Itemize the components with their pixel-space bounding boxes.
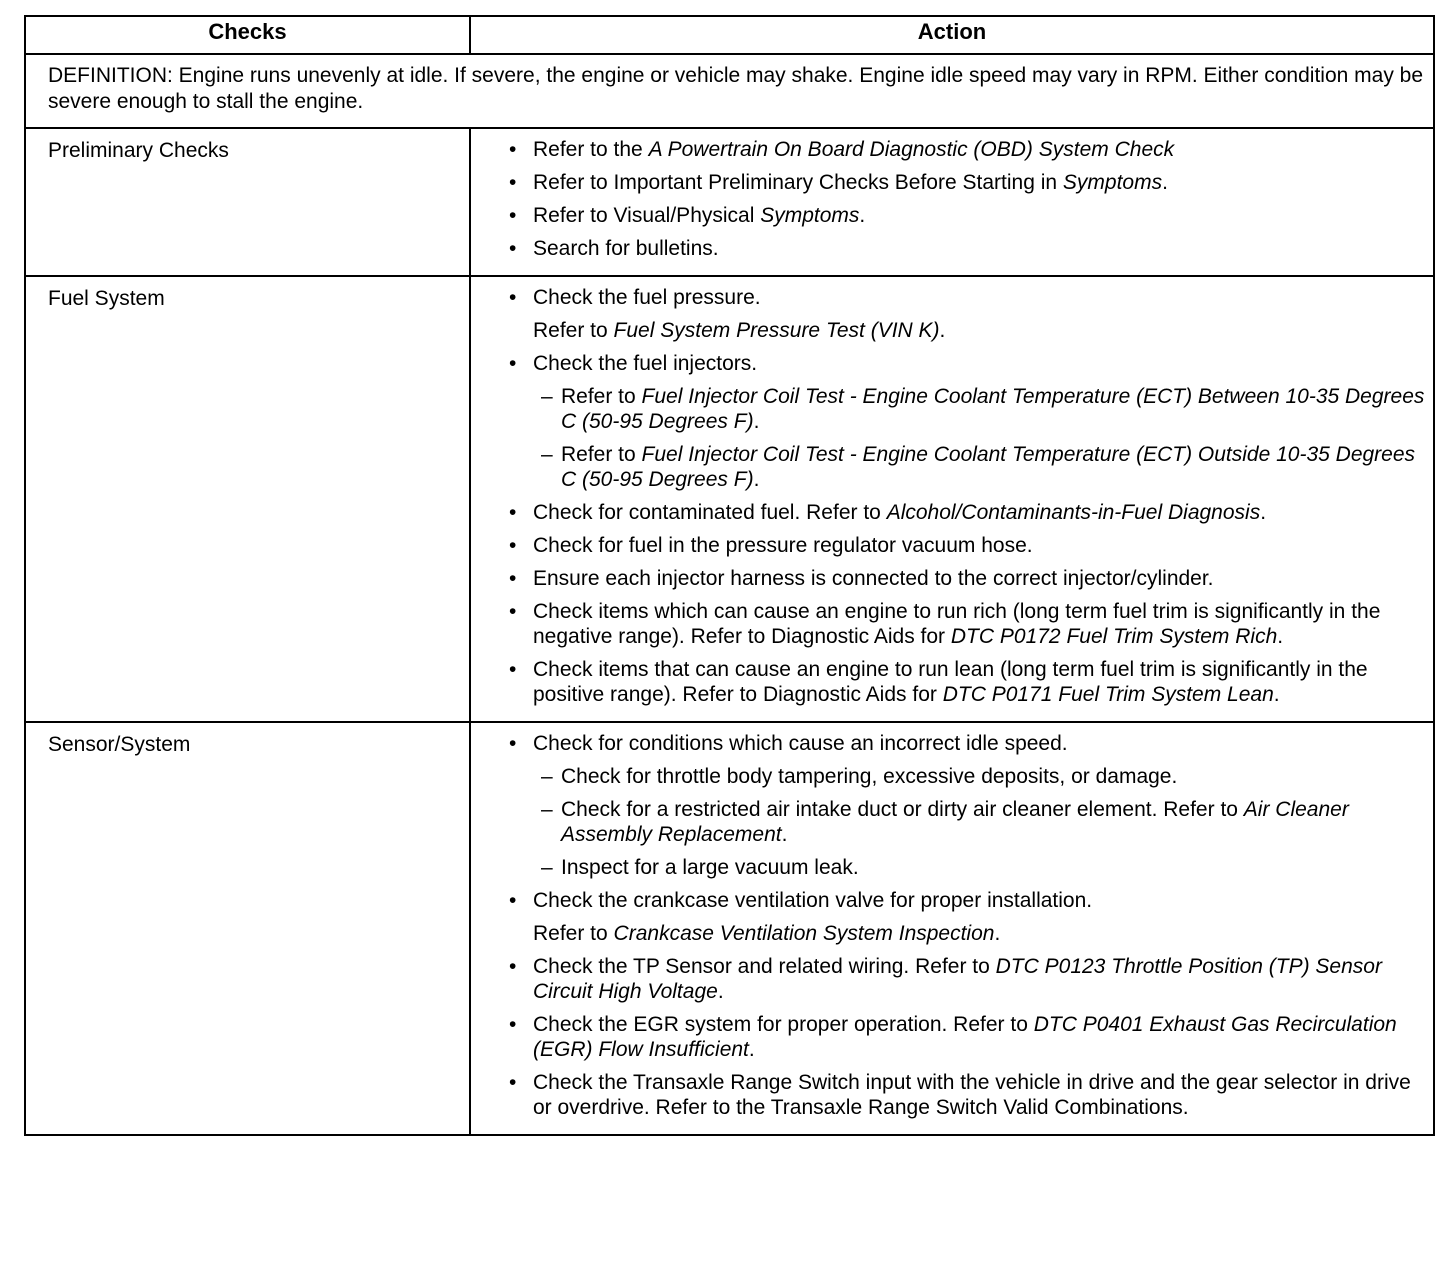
item-text: Check the crankcase ventilation valve for proper installation. [533,889,1093,912]
bullet-item [481,566,1425,591]
item-text: Refer to [533,922,614,945]
item-text: Check the Transaxle Range Switch input with the vehicle in drive and the gear selector in drive or overdrive. Refer to the Transaxle Range Switch Valid Combinations. [533,1071,1411,1119]
section-actions [470,128,1434,276]
continuation-item [481,921,1425,946]
definition-row [25,54,1434,128]
sub-item [481,764,1425,789]
item-tail: . [1260,501,1267,524]
item-text: Check for fuel in the pressure regulator vacuum hose. [533,534,1033,557]
item-reference: DTC P0171 Fuel Trim System Lean [942,683,1274,706]
header-checks: Checks [25,16,470,54]
bullet-item [481,533,1425,558]
section-row [25,722,1434,1135]
bullet-item [481,1012,1425,1062]
section-actions [470,722,1434,1135]
sub-item [481,384,1425,434]
item-reference: Fuel Injector Coil Test - Engine Coolant Temperature (ECT) Between 10-35 Degrees C (50-95 Degrees F) [561,385,1425,433]
continuation-item [481,318,1425,343]
item-tail: . [994,922,1001,945]
item-text: Check the fuel injectors. [533,352,758,375]
item-tail: . [753,410,760,433]
checks-table [24,15,1435,1136]
bullet-item [481,599,1425,649]
definition-text: DEFINITION: Engine runs unevenly at idle. If severe, the engine or vehicle may shake. Engine idle speed may vary in RPM. Either condition may be severe enough to stall the engine. [25,54,1434,128]
section-label: Fuel System [25,276,470,722]
item-text: Check for a restricted air intake duct or dirty air cleaner element. Refer to [561,798,1244,821]
item-reference: Symptoms [1062,171,1163,194]
item-text: Check the EGR system for proper operation. Refer to [533,1013,1034,1036]
item-reference: DTC P0172 Fuel Trim System Rich [950,625,1278,648]
section-row [25,128,1434,276]
item-text: Refer to Visual/Physical [533,204,761,227]
sub-item [481,855,1425,880]
item-tail: . [1277,625,1284,648]
item-reference: Symptoms [760,204,860,227]
item-tail: . [781,823,788,846]
header-action: Action [470,16,1434,54]
item-text: Check for conditions which cause an incorrect idle speed. [533,732,1068,755]
bullet-item [481,954,1425,1004]
item-reference: Crankcase Ventilation System Inspection [613,922,995,945]
item-reference: Alcohol/Contaminants-in-Fuel Diagnosis [886,501,1261,524]
bullet-item [481,731,1425,756]
item-text: Check items which can cause an engine to run rich (long term fuel trim is significantly in the negative range). Refer to Diagnostic Aids for [533,600,1381,648]
bullet-item [481,351,1425,376]
item-text: Refer to [561,443,642,466]
bullet-item [481,888,1425,913]
item-tail: . [748,1038,755,1061]
bullet-item [481,236,1425,261]
item-text: Check for contaminated fuel. Refer to [533,501,887,524]
bullet-item [481,137,1425,162]
item-reference: Air Cleaner Assembly Replacement [561,798,1349,846]
item-tail: . [1273,683,1280,706]
item-text: Check the TP Sensor and related wiring. Refer to [533,955,996,978]
header-row [25,16,1434,54]
item-text: Refer to the [533,138,649,161]
item-reference: Fuel System Pressure Test (VIN K) [613,319,940,342]
item-tail: . [753,468,760,491]
item-text: Refer to [561,385,642,408]
sub-item [481,797,1425,847]
item-tail: . [717,980,724,1003]
item-reference: A Powertrain On Board Diagnostic (OBD) System Check [648,138,1175,161]
section-label: Preliminary Checks [25,128,470,276]
section-label: Sensor/System [25,722,470,1135]
item-text: Search for bulletins. [533,237,719,260]
item-text: Check the fuel pressure. [533,286,761,309]
section-actions [470,276,1434,722]
item-reference: Fuel Injector Coil Test - Engine Coolant Temperature (ECT) Outside 10-35 Degrees C (50-95 Degrees F) [561,443,1416,491]
sub-item [481,442,1425,492]
bullet-item [481,1070,1425,1120]
item-text: Ensure each injector harness is connected to the correct injector/cylinder. [533,567,1214,590]
item-tail: . [1162,171,1168,194]
bullet-item [481,657,1425,707]
item-tail: . [859,204,866,227]
bullet-item [481,203,1425,228]
item-text: Check items that can cause an engine to run lean (long term fuel trim is significantly in the positive range). Refer to Diagnostic Aids for [533,658,1368,706]
item-text: Inspect for a large vacuum leak. [561,856,859,879]
bullet-item [481,285,1425,310]
item-reference: DTC P0401 Exhaust Gas Recirculation (EGR) Flow Insufficient [533,1013,1397,1061]
item-tail: . [939,319,946,342]
item-text: Refer to [533,319,614,342]
item-text: Check for throttle body tampering, excessive deposits, or damage. [561,765,1178,788]
bullet-item [481,170,1425,195]
section-row [25,276,1434,722]
bullet-item [481,500,1425,525]
item-text: Refer to Important Preliminary Checks Before Starting in [533,171,1063,194]
item-reference: DTC P0123 Throttle Position (TP) Sensor Circuit High Voltage [533,955,1382,1003]
